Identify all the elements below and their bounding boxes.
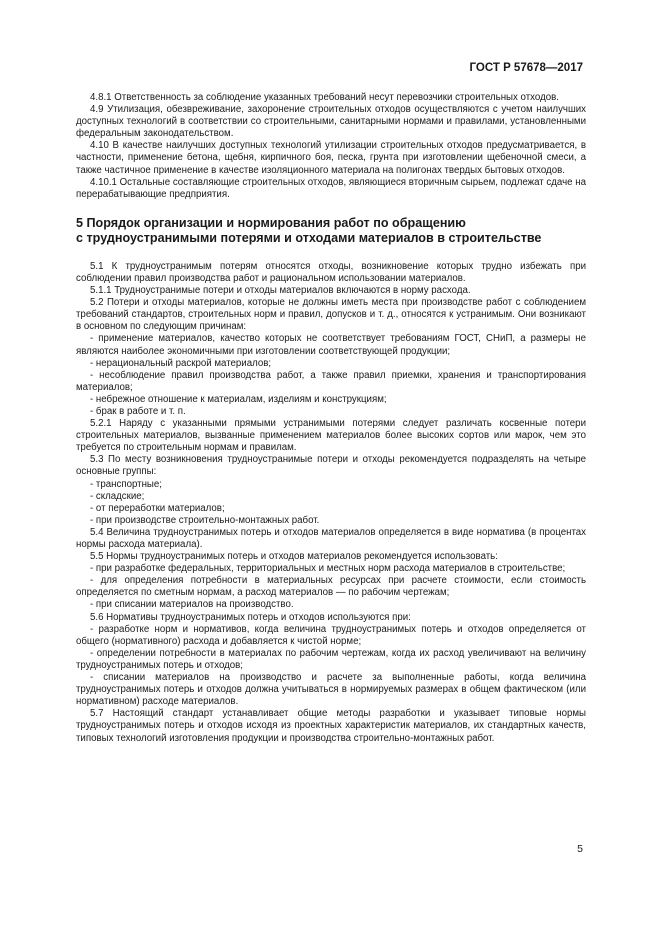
list-item: - складские;: [90, 490, 145, 502]
paragraph-5-5: 5.5 Нормы трудноустранимых потерь и отходов материалов рекомендуется использовать:: [90, 551, 498, 563]
list-item: - применение материалов, качество которых не соответствует требованиям ГОСТ, СНиП, а размеры не являются наиболее экономичными при изготовлении соответствующей продукции;: [76, 333, 586, 357]
paragraph-5-1-1: 5.1.1 Трудноустранимые потери и отходы материалов включаются в норму расхода.: [90, 285, 471, 297]
list-item: - небрежное отношение к материалам, изделиям и конструкциям;: [90, 393, 387, 405]
paragraph-4-9: 4.9 Утилизация, обезвреживание, захоронение строительных отходов осуществляются с учетом наилучших доступных технологий в соответствии со строительными, санитарными нормами и правилами, установленными федеральным законодательством.: [76, 104, 586, 140]
standard-code: ГОСТ Р 57678—2017: [469, 62, 583, 74]
paragraph-5-4: 5.4 Величина трудноустранимых потерь и отходов материалов определяется в виде норматива (в процентах нормы расхода материала).: [76, 526, 586, 550]
list-item: - нерациональный раскрой материалов;: [90, 357, 272, 369]
page-number: 5: [577, 843, 583, 855]
list-item: - при разработке федеральных, территориальных и местных норм расхода материалов в строительстве;: [90, 563, 566, 575]
list-item: - для определения потребности в материальных ресурсах при расчете стоимости, если стоимость определяется по сметным нормам, а расход материалов — по рабочим чертежам;: [76, 575, 586, 599]
list-item: - при производстве строительно-монтажных работ.: [90, 514, 320, 526]
section-title-line-1: 5 Порядок организации и нормирования работ по обращению: [76, 215, 466, 230]
section-title-line-2: с трудноустранимыми потерями и отходами материалов в строительстве: [76, 231, 542, 246]
list-item: - определении потребности в материалах по рабочим чертежам, когда их расход увеличивают на величину трудноустранимых потерь и отходов;: [76, 647, 586, 671]
list-item: - при списании материалов на производство.: [90, 599, 294, 611]
section-heading: [76, 216, 586, 247]
list-item: - списании материалов на производство и расчете за выполненные работы, когда величина трудноустранимых потерь и отходов должна учитываться в нормируемых размерах в общем фактическом (или нормативном) расходе материалов.: [76, 672, 586, 708]
paragraph-4-10: 4.10 В качестве наилучших доступных технологий утилизации строительных отходов предусматривается, в частности, применение бетона, щебня, кирпичного боя, песка, грунта при изготовлении щебеночной смеси, а также частичное применение в качестве изоляционного материала на полигонах твердых бытовых отходов.: [76, 140, 586, 176]
page-body: [76, 92, 586, 745]
paragraph-5-3: 5.3 По месту возникновения трудноустранимые потери и отходы рекомендуется подразделять на четыре основные группы:: [76, 454, 586, 478]
paragraph-5-7: 5.7 Настоящий стандарт устанавливает общие методы разработки и указывает типовые нормы трудноустранимых потерь и отходов исходя из проектных характеристик материалов, их стандартных качеств, типовых технологий изготовления продукции и производства строительно-монтажных работ.: [76, 708, 586, 744]
paragraph-4-10-1: 4.10.1 Остальные составляющие строительных отходов, являющиеся вторичным сырьем, подлежат сдаче на перерабатывающие предприятия.: [76, 176, 586, 200]
document-header: [470, 62, 583, 74]
paragraph-4-8-1: 4.8.1 Ответственность за соблюдение указанных требований несут перевозчики строительных отходов.: [90, 92, 559, 103]
paragraph-5-6: 5.6 Нормативы трудноустранимых потерь и отходов используются при:: [90, 611, 411, 623]
list-item: - разработке норм и нормативов, когда величина трудноустранимых потерь и отходов определяется от общего (нормативного) расхода и добавляется к чистой норме;: [76, 623, 586, 647]
list-item: - от переработки материалов;: [90, 502, 225, 514]
paragraph-5-2-1: 5.2.1 Наряду с указанными прямыми устранимыми потерями следует различать косвенные потери строительных материалов, вызванные применением материалов более высоких сортов или марок, чем это требуется по строительным нормам и правилам.: [76, 418, 586, 454]
list-item: - транспортные;: [90, 478, 162, 490]
list-item: - брак в работе и т. п.: [90, 405, 186, 417]
list-item: - несоблюдение правил производства работ, а также правил приемки, хранения и транспортирования материалов;: [76, 369, 586, 393]
paragraph-5-1: 5.1 К трудноустранимым потерям относятся отходы, возникновение которых трудно избежать при соблюдении правил производства работ и рациональном использовании материалов.: [76, 260, 586, 284]
paragraph-5-2: 5.2 Потери и отходы материалов, которые не должны иметь места при производстве работ с соблюдением требований стандартов, строительных норм и правил, допусков и т. д., относятся к устранимым. Они возникают в основном по следующим причинам:: [76, 297, 586, 333]
